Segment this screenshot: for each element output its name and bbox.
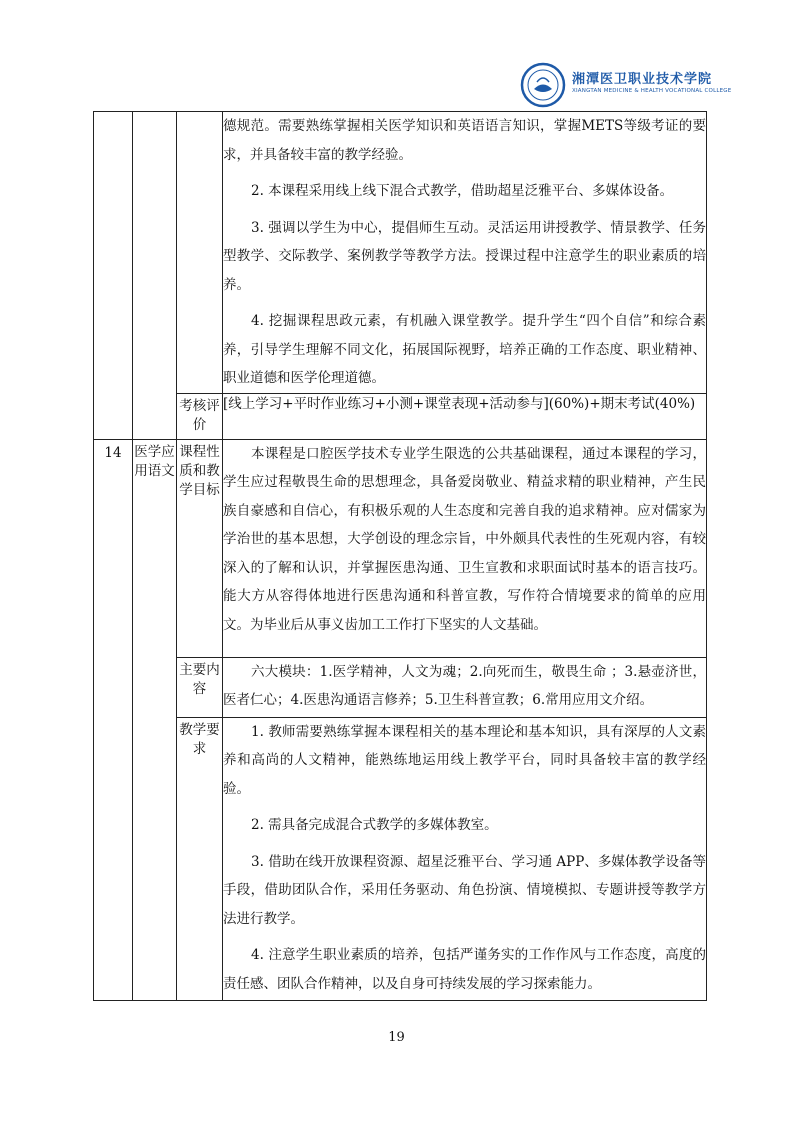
assessment-label: 考核评价 — [179, 397, 220, 433]
paragraph: 4. 挖掘课程思政元素，有机融入课堂教学。提升学生“四个自信”和综合素养，引导学生理解不同文化，拓展国际视野，培养正确的工作态度、职业精神、职业道德和医学伦理道德。 — [223, 313, 706, 386]
row13-label-cell — [177, 112, 223, 394]
page-number: 19 — [388, 1030, 405, 1045]
content-cell — [223, 657, 707, 717]
content-label-cell — [177, 657, 223, 717]
nature-label: 课程性质和教学目标 — [179, 443, 220, 498]
school-name: 湘潭医卫职业技术学院 — [572, 72, 713, 87]
table-row — [94, 393, 707, 439]
assessment-value: [线上学习+平时作业练习+小测+课堂表现+活动参与](60%)+期末考试(40%) — [223, 393, 707, 439]
row14-name-cell — [133, 439, 177, 1000]
paragraph: 德规范。需要熟练掌握相关医学知识和英语语言知识，掌握METS等级考证的要求，并具备较丰富的教学经验。 — [223, 118, 706, 163]
row13-no-cell — [94, 112, 133, 440]
paragraph: 3. 借助在线开放课程资源、超星泛雅平台、学习通 APP、多媒体教学设备等手段，借助团队合作，采用任务驱动、角色扮演、情境模拟、专题讲授等教学方法进行教学。 — [223, 853, 706, 927]
row-number: 14 — [104, 444, 122, 461]
paragraph: 2. 本课程采用线上线下混合式教学，借助超星泛雅平台、多媒体设备。 — [251, 183, 674, 199]
table-row — [94, 439, 707, 657]
nature-label-cell — [177, 439, 223, 657]
req-cell — [223, 717, 707, 1000]
school-name-en: XIANGTAN MEDICINE & HEALTH VOCATIONAL COLLEGE — [572, 88, 732, 94]
table-row — [94, 112, 707, 394]
row13-name-cell — [133, 112, 177, 440]
paragraph: 1. 教师需要熟练掌握本课程相关的基本理论和基本知识，具有深厚的人文素养和高尚的人文精神，能熟练地运用线上教学平台，同时具备较丰富的教学经验。 — [223, 723, 706, 797]
table-row — [94, 717, 707, 1000]
paragraph: 4. 注意学生职业素质的培养，包括严谨务实的工作作风与工作态度，高度的责任感、团队合作精神，以及自身可持续发展的学习探索能力。 — [223, 947, 706, 992]
table-row — [94, 657, 707, 717]
nature-cell — [223, 439, 707, 657]
paragraph: 3. 强调以学生为中心，提倡师生互动。灵活运用讲授教学、情景教学、任务型教学、交际教学、案例教学等教学方法。授课过程中注意学生的职业素质的培养。 — [223, 219, 706, 293]
nature-text: 本课程是口腔医学技术专业学生限选的公共基础课程，通过本课程的学习，学生应过程敬畏生命的思想理念，具备爱岗敬业、精益求精的职业精神，产生民族自豪感和自信心，有积极乐观的人生态度和完善自我的追求精神。应对儒家为学治世的基本思想，大学创设的理念宗旨，中外颇具代表性的生死观内容，有较深入的了解和认识，并掌握医患沟通、卫生宣教和求职面试时基本的语言技巧。能大方从容得体地进行医患沟通和科普宣教，写作符合情境要求的简单的应用文。为毕业后从事义齿加工工作打下坚实的人文基础。 — [223, 445, 706, 633]
content-label: 主要内容 — [179, 661, 220, 697]
row14-no-cell — [94, 439, 133, 1000]
paragraph: 2. 需具备完成混合式教学的多媒体教室。 — [251, 817, 498, 833]
course-name: 医学应用语文 — [134, 443, 175, 479]
assessment-label-cell — [177, 393, 223, 439]
course-table — [93, 111, 707, 1001]
row13-teaching-cell — [223, 112, 707, 394]
req-label: 教学要求 — [179, 721, 220, 757]
content-text: 六大模块：1.医学精神，人文为魂；2.向死而生，敬畏生命 ；3.悬壶济世，医者仁心；4.医患沟通语言修养；5.卫生科普宣教；6.常用应用文介绍。 — [223, 663, 706, 708]
school-emblem-icon — [520, 62, 566, 108]
req-label-cell — [177, 717, 223, 1000]
school-logo — [520, 62, 732, 108]
